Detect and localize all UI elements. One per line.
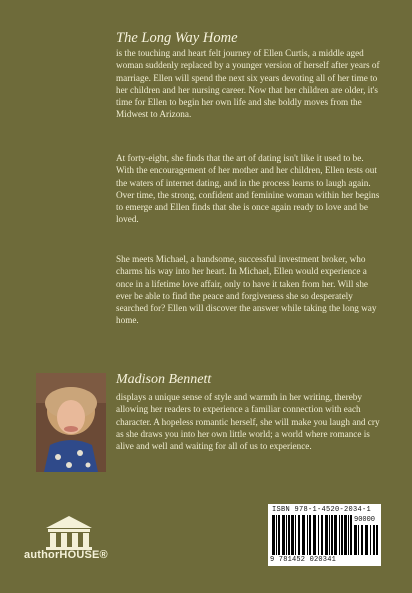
ean-digits: 9 781452 020341 (270, 556, 337, 564)
author-name: Madison Bennett (116, 372, 212, 387)
blurb-paragraph-2: At forty-eight, she finds that the art of dating isn't like it used to be. With the encouragement of her mother and her children, Ellen tests out the waters of internet dating, and in the process learns to laugh again. Over time, the strong, confident and feminine woman within her begins to emerge and Ellen finds that she is once again ready to love and be loved. (116, 153, 380, 225)
isbn-text: ISBN 978-1-4520-2034-1 (272, 506, 372, 514)
author-photo (36, 373, 106, 472)
blurb-paragraph-1: is the touching and heart felt journey of Ellen Curtis, a middle aged woman suddenly replaced by a younger version of herself after years of marriage. Ellen will spend the next six years devoting all of her time to her children and her nursing career. Now that her children are older, it's time for Ellen to begin her own life and she boldly moves from the Midwest to Arizona. (116, 48, 380, 120)
blurb-paragraph-3: She meets Michael, a handsome, successful investment broker, who charms his way into her heart. In Michael, Ellen would experience a once in a lifetime love affair, only to have it taken from her. Will she ever be able to find the peace and forgiveness she so desperately searched for? Ellen will discover the answer while taking the long way home. (116, 254, 377, 326)
price-code: 90000 (354, 516, 376, 524)
publisher-name: authorHOUSE® (24, 549, 108, 561)
author-bio: displays a unique sense of style and warmth in her writing, thereby allowing her readers to experience a familiar connection with each character. A hopeless romantic herself, she will make you laugh and cry as she draws you into her own little world; a world where romance is alive and well and waiting for all of us to experience. (116, 392, 380, 452)
book-title: The Long Way Home (116, 30, 238, 46)
price-barcode-icon (354, 525, 378, 555)
author-portrait-icon (36, 373, 106, 472)
isbn-barcode (268, 504, 381, 566)
barcode-bars-icon (272, 515, 352, 555)
